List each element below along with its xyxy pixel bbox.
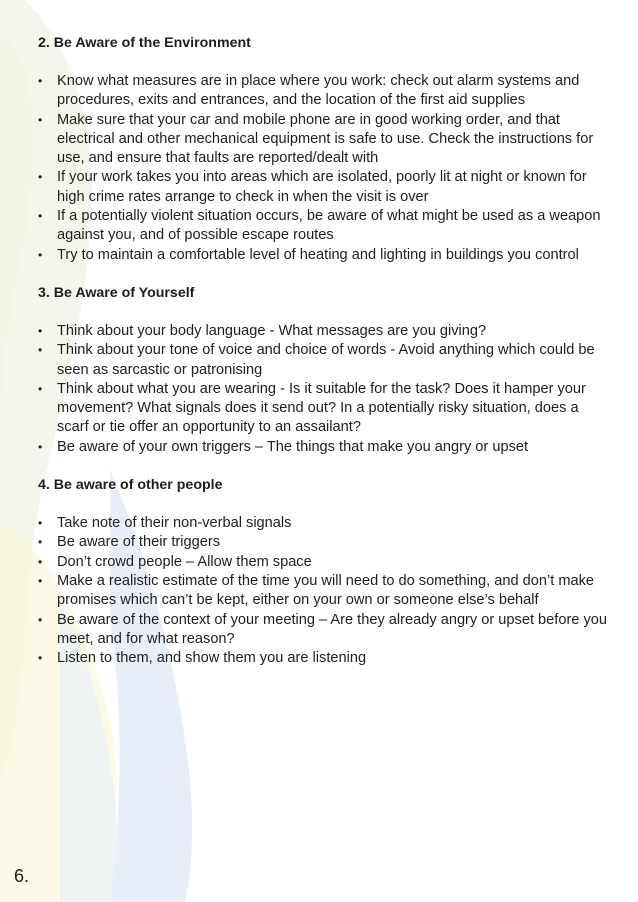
- list-item: • Be aware of the context of your meeting – Are they already angry or upset before you meet, and for what reason?: [38, 611, 608, 650]
- list-item: • If your work takes you into areas which are isolated, poorly lit at night or known for high crime rates arrange to check in when the visit is over: [38, 168, 608, 207]
- list-item: • Don’t crowd people – Allow them space: [38, 553, 608, 572]
- list-item: • Try to maintain a comfortable level of heating and lighting in buildings you control: [38, 246, 608, 265]
- section-heading: 2. Be Aware of the Environment: [38, 35, 251, 51]
- list-item: • Think about your tone of voice and choice of words - Avoid anything which could be seen as sarcastic or patronising: [38, 341, 608, 380]
- document-body: [38, 34, 608, 687]
- bullet-list: [38, 72, 608, 265]
- section-heading: 3. Be Aware of Yourself: [38, 284, 195, 301]
- page-number: 6.: [14, 866, 30, 886]
- list-item: • Think about your body language - What messages are you giving?: [38, 322, 608, 341]
- list-item: • Listen to them, and show them you are listening: [38, 649, 608, 668]
- section-heading: 4. Be aware of other people: [38, 477, 223, 494]
- bullet-list: [38, 322, 608, 457]
- list-item: • Think about what you are wearing - Is it suitable for the task? Does it hamper your movement? What signals does it send out? In a potentially risky situation, does a scarf or tie offer an opportunity to an assailant?: [38, 380, 608, 438]
- list-item: • Take note of their non-verbal signals: [38, 514, 608, 533]
- list-item: • Know what measures are in place where you work: check out alarm systems and procedures, exits and entrances, and the location of the first aid supplies: [38, 72, 608, 111]
- list-item: • Be aware of your own triggers – The things that make you angry or upset: [38, 438, 608, 457]
- bullet-list: [38, 514, 608, 668]
- list-item: • If a potentially violent situation occurs, be aware of what might be used as a weapon against you, and of possible escape routes: [38, 207, 608, 246]
- list-item: • Make a realistic estimate of the time you will need to do something, and don’t make promises which can’t be kept, either on your own or someone else’s behalf: [38, 572, 608, 611]
- list-item: • Be aware of their triggers: [38, 533, 608, 552]
- list-item: • Make sure that your car and mobile phone are in good working order, and that electrical and other mechanical equipment is safe to use. Check the instructions for use, and ensure that faults are reported/dealt with: [38, 111, 608, 169]
